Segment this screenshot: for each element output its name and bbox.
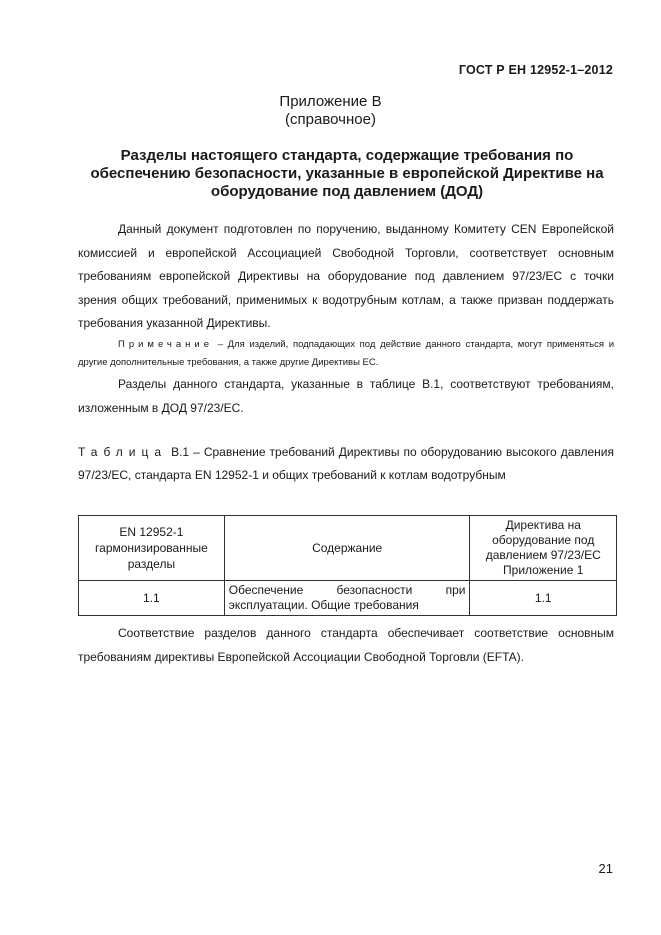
section-title: Разделы настоящего стандарта, содержащие требования по обеспечению безопасности, указанные в европейской Директиве на оборудование под давлением (ДОД)	[90, 147, 604, 200]
table-header-directive: Директива на оборудование под давлением 97/23/ЕС Приложение 1	[470, 516, 617, 581]
note	[78, 336, 614, 372]
table-cell-directive: 1.1	[470, 581, 617, 616]
table-cell-content: Обеспечение безопасности при эксплуатации. Общие требования	[224, 581, 470, 616]
appendix-heading	[0, 93, 661, 129]
table-caption-word: Таблица	[78, 445, 168, 459]
table-caption-text: В.1 – Сравнение требований Директивы по оборудованию высокого давления 97/23/ЕС, стандарта EN 12952-1 и общих требований к котлам водотрубным	[78, 445, 614, 482]
paragraph-1: Данный документ подготовлен по поручению, выданному Комитету CEN Европейской комиссией и европейской Ассоциацией Свободной Торговли, соответствует основным требованиям европейской Директивы на оборудование под давлением 97/23/ЕС с точки зрения общих требований, применимых к водотрубным котлам, а также призван поддержать требования указанной Директивы.	[78, 222, 614, 331]
appendix-title: Приложение В	[279, 93, 382, 110]
note-text: – Для изделий, подпадающих под действие данного стандарта, могут применяться и другие дополнительные требования, а также другие Директивы ЕС.	[78, 339, 614, 368]
standard-code: ГОСТ Р ЕН 12952-1–2012	[458, 63, 613, 77]
appendix-subtitle: (справочное)	[285, 111, 376, 128]
table-caption	[78, 441, 614, 487]
requirements-table	[78, 515, 617, 616]
table-cell-section: 1.1	[79, 581, 225, 616]
table-header-content: Содержание	[224, 516, 470, 581]
table-header-row	[79, 516, 617, 581]
table-header-sections: EN 12952-1 гармонизированные разделы	[79, 516, 225, 581]
page-number: 21	[598, 861, 613, 876]
paragraph-2: Разделы данного стандарта, указанные в таблице В.1, соответствуют требованиям, изложенным в ДОД 97/23/ЕС.	[78, 377, 614, 415]
paragraph-3: Соответствие разделов данного стандарта обеспечивает соответствие основным требованиям директивы Европейской Ассоциации Свободной Торговли (EFTA).	[78, 626, 614, 664]
note-label: Примечание	[118, 339, 213, 350]
table-row	[79, 581, 617, 616]
